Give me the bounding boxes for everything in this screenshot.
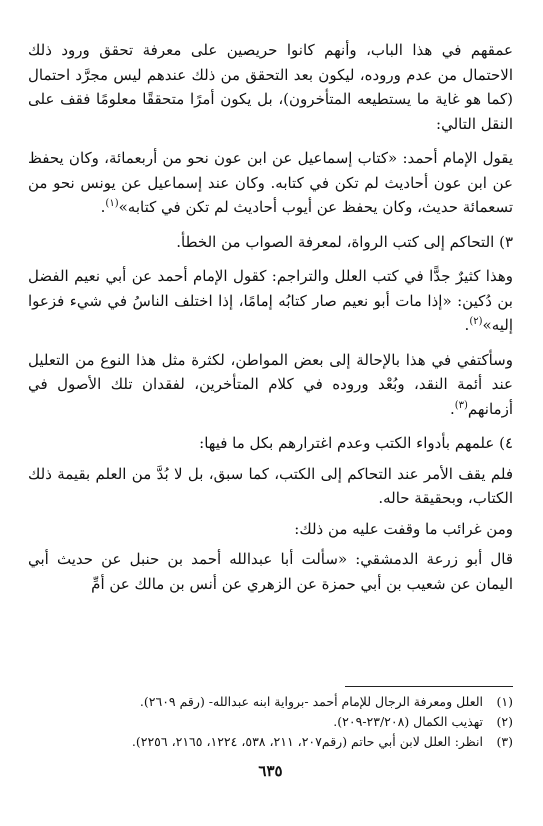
- footnote-ref-2[interactable]: (٢): [469, 316, 483, 327]
- paragraph-abu-zura: قال أبو زرعة الدمشقي: «سألت أبا عبدالله أحمد بن حنبل عن حديث أبي اليمان عن شعيب بن أبي حمزة عن الزهري عن أنس بن مالك عن أمِّ: [28, 550, 513, 593]
- footnote-ref-3[interactable]: (٣): [454, 399, 468, 411]
- footnote-text: تهذيب الكمال (٢٣/٢٠٨-٢٠٩).: [333, 714, 484, 729]
- paragraph-book-value: فلم يقف الأمر عند التحاكم إلى الكتب، كما سبق، بل لا بُدَّ من العلم بقيمة ذلك الكتاب، وبحقيقة حاله.: [28, 464, 513, 507]
- page-number: ٦٣٥: [258, 762, 283, 780]
- footnote-ref-1[interactable]: (١): [105, 198, 119, 209]
- footnote-2: [28, 712, 513, 732]
- footnote-3: [28, 732, 513, 752]
- footnote-1: [28, 692, 513, 712]
- footnotes: [28, 692, 513, 752]
- main-text: [28, 38, 513, 606]
- paragraph-point-3: ٣) التحاكم إلى كتب الرواة، لمعرفة الصواب من الخطأ.: [176, 232, 513, 251]
- footnote-text: العلل ومعرفة الرجال للإمام أحمد -برواية ابنه عبدالله- (رقم ٢٦٠٩).: [139, 694, 484, 709]
- book-page: [28, 0, 513, 826]
- paragraph-abu-nuaim: وهذا كثيرٌ جدًّا في كتب العلل والتراجم: كقول الإمام أحمد عن أبي نعيم الفضل بن دُكين: «إذا مات أبو نعيم صار كتابُه إمامًا، إذا اختلف الناسُ في شيء فزعوا إليه»$^{(٢)}$.: [28, 267, 513, 334]
- paragraph-referral: وسأكتفي في هذا بالإحالة إلى بعض المواطن، لكثرة مثل هذا النوع من التعليل عند أئمة النقد، وبُعْد وروده في كلام المتأخرين، لفقدان تلك الأصول في أزمانهم$^{(٣)}$.: [28, 350, 513, 418]
- paragraph-oddities: ومن غرائب ما وقفت عليه من ذلك:: [294, 519, 513, 538]
- footnote-text: انظر: العلل لابن أبي حاتم (رقم٢٠٧، ٢١١، ٥٣٨، ١٢٢٤، ٢١٦٥، ٢٢٥٦).: [131, 734, 484, 749]
- paragraph-point-4: ٤) علمهم بأدواء الكتب وعدم اغترارهم بكل ما فيها:: [199, 434, 513, 452]
- paragraph-intro: عمقهم في هذا الباب، وأنهم كانوا حريصين على معرفة تحقق ورود ذلك الاحتمال من عدم وروده، ليكون بعد التحقق من ذلك عندهم ليس مجرَّد احتمال (كما هو غاية ما يستطيعه المتأخرون)، بل يكون أمرًا متحققًا معلومًا فقف على النقل التالي:: [28, 41, 513, 133]
- footnote-number: (٣): [496, 734, 513, 749]
- footnote-number: (٢): [496, 714, 513, 729]
- footnote-divider: [345, 686, 513, 687]
- footnote-number: (١): [496, 694, 513, 709]
- paragraph-quote-ahmad: يقول الإمام أحمد: «كتاب إسماعيل عن ابن عون نحو من أربعمائة، وكان يحفظ عن ابن عون أحاديث لم تكن في كتابه. وكان عند إسماعيل عن يونس نحو من تسعمائة حديث، وكان يحفظ عن أيوب أحاديث لم تكن في كتابه»$^{(١)}$.: [28, 149, 513, 216]
